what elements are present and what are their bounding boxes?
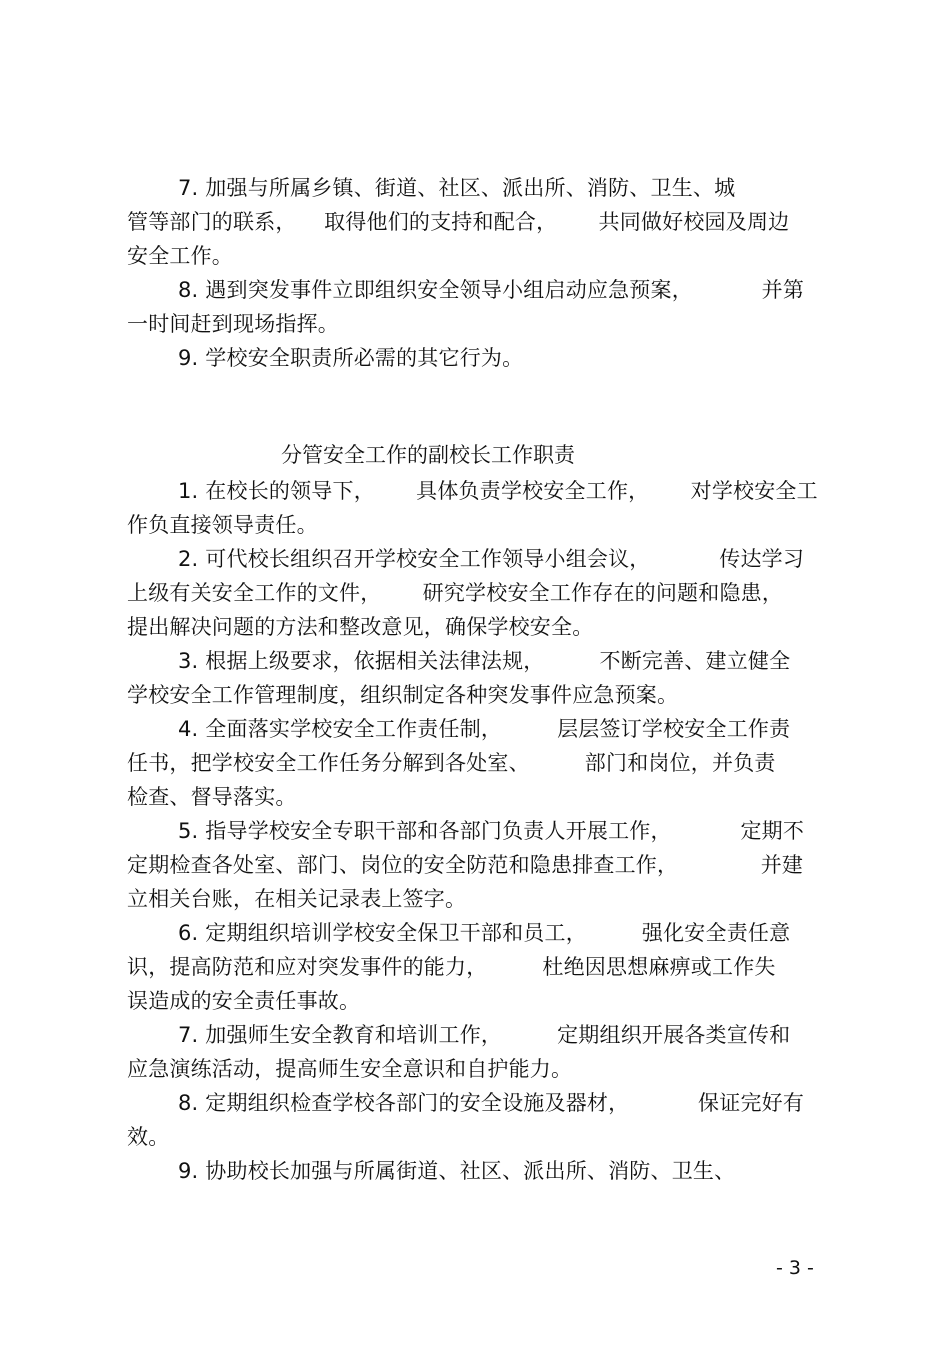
section2-item3-line2: 学校安全工作管理制度，组织制定各种突发事件应急预案。 [127,683,679,707]
section2-item1-line1: 1. 在校长的领导下， 具体负责学校安全工作， 对学校安全工 [178,479,818,503]
section1-item7-line3: 安全工作。 [127,244,233,268]
section2-item2-line2: 上级有关安全工作的文件， 研究学校安全工作存在的问题和隐患， [127,581,784,605]
section2-item4-line1: 4. 全面落实学校安全工作责任制， 层层签订学校安全工作责 [178,717,791,741]
section2-item9-line1: 9. 协助校长加强与所属街道、社区、派出所、消防、卫生、 [178,1159,736,1183]
section2-item8-line1: 8. 定期组织检查学校各部门的安全设施及器材， 保证完好有 [178,1091,805,1115]
section2-item4-line2: 任书，把学校安全工作任务分解到各处室、 部门和岗位，并负责 [127,751,776,775]
section2-item3-line1: 3. 根据上级要求，依据相关法律法规， 不断完善、建立健全 [178,649,791,673]
section1-item8-line2: 一时间赶到现场指挥。 [127,312,339,336]
section2-item8-line2: 效。 [127,1125,170,1149]
section2-item6-line1: 6. 定期组织培训学校安全保卫干部和员工， 强化安全责任意 [178,921,791,945]
section1-item9-line1: 9. 学校安全职责所必需的其它行为。 [178,346,524,370]
section-title: 分管安全工作的副校长工作职责 [281,443,575,467]
section2-item2-line3: 提出解决问题的方法和整改意见，确保学校安全。 [127,615,594,639]
section2-item6-line2: 识，提高防范和应对突发事件的能力， 杜绝因思想麻痹或工作失 [127,955,776,979]
section2-item4-line3: 检查、督导落实。 [127,785,297,809]
section2-item5-line3: 立相关台账，在相关记录表上签字。 [127,887,467,911]
section1-item7-line2: 管等部门的联系， 取得他们的支持和配合， 共同做好校园及周边 [127,210,790,234]
section2-item5-line2: 定期检查各处室、部门、岗位的安全防范和隐患排查工作， 并建 [127,853,804,877]
section2-item5-line1: 5. 指导学校安全专职干部和各部门负责人开展工作， 定期不 [178,819,805,843]
section2-item7-line1: 7. 加强师生安全教育和培训工作， 定期组织开展各类宣传和 [178,1023,791,1047]
section2-item7-line2: 应急演练活动，提高师生安全意识和自护能力。 [127,1057,573,1081]
section2-item2-line1: 2. 可代校长组织召开学校安全工作领导小组会议， 传达学习 [178,547,805,571]
section1-item7-line1: 7. 加强与所属乡镇、街道、社区、派出所、消防、卫生、城 [178,176,736,200]
section2-item6-line3: 误造成的安全责任事故。 [127,989,361,1013]
section2-item1-line2: 作负直接领导责任。 [127,513,318,537]
section1-item8-line1: 8. 遇到突发事件立即组织安全领导小组启动应急预案， 并第 [178,278,805,302]
page-number: - 3 - [776,1257,814,1279]
